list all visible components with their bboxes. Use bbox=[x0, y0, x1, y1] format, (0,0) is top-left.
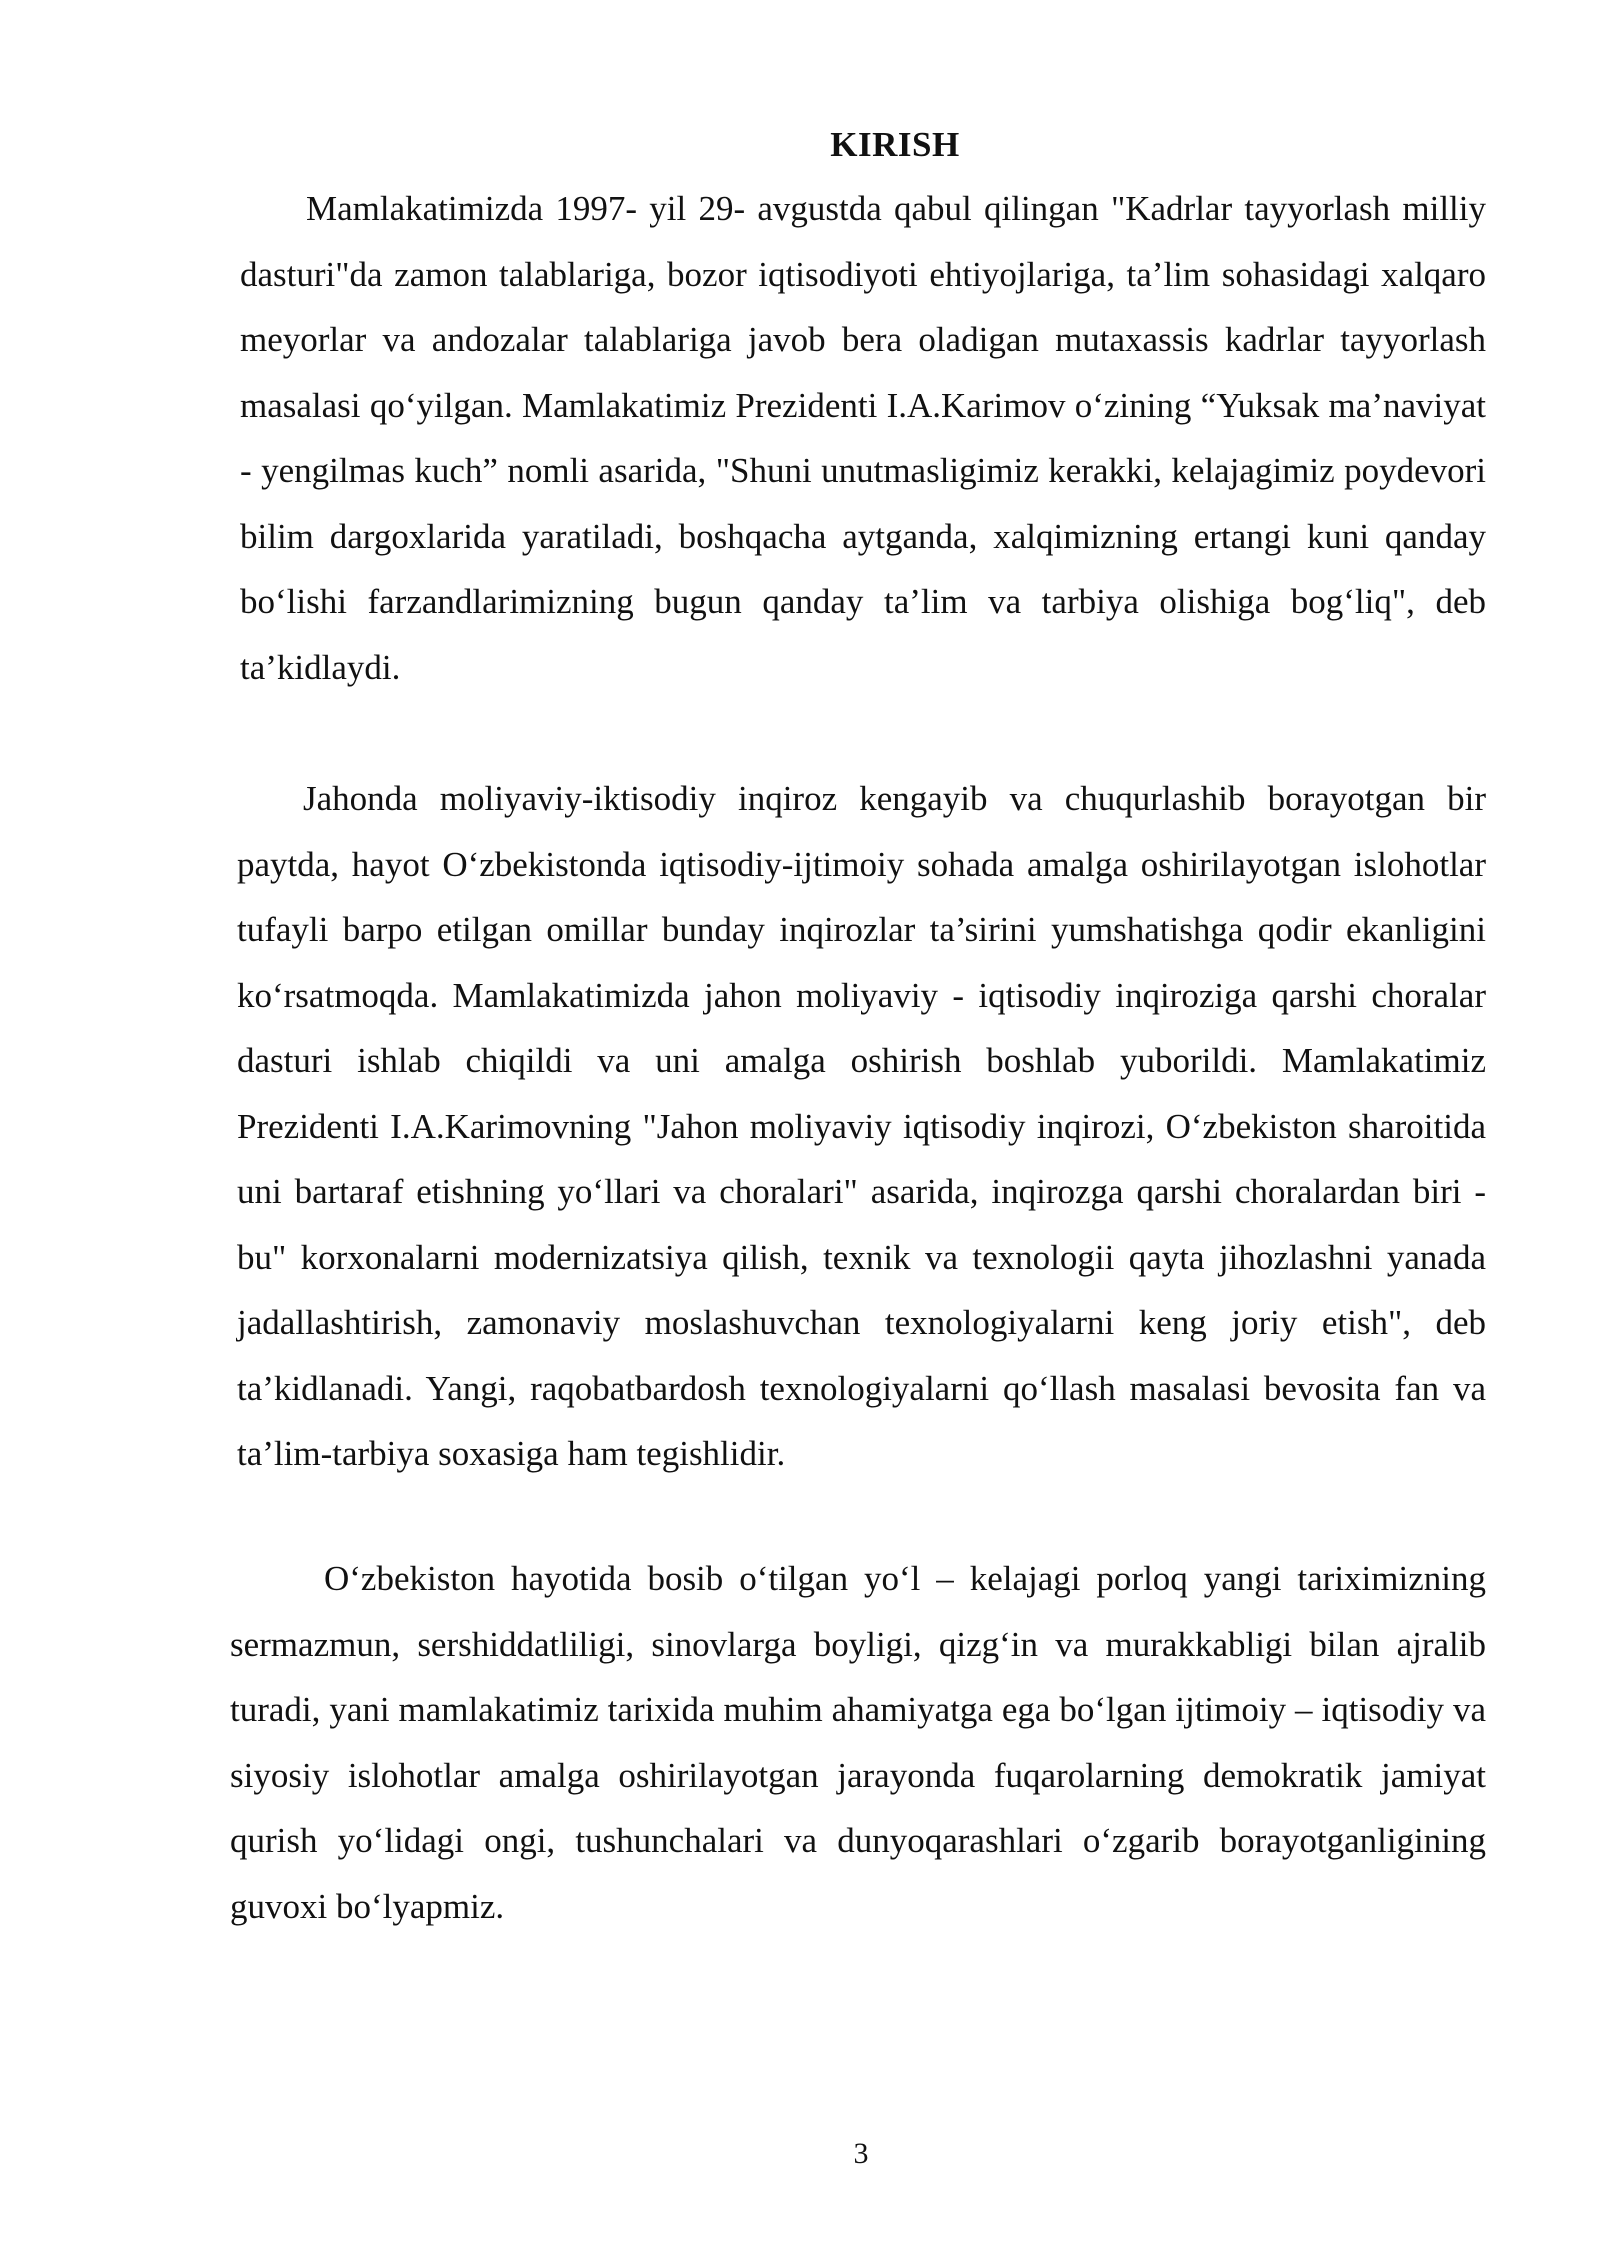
paragraph-3: O‘zbekiston hayotida bosib o‘tilgan yo‘l – kelajagi porloq yangi tariximizning sermazmun, sershiddatliligi, sinovlarga boyligi, qizg‘in va murakkabligi bilan ajralib turadi, yani mamlakatimiz tarixida muhim ahamiyatga ega bo‘lgan ijtimoiy – iqtisodiy va siyosiy islohotlar amalga oshirilayotgan jarayonda fuqarolarning demokratik jamiyat qurish yo‘lidagi ongi, tushunchalari va dunyoqarashlari o‘zgarib borayotganligining guvoxi bo‘lyapmiz. bbox=[230, 1559, 1486, 1926]
page-number: 3 bbox=[853, 2137, 869, 2170]
paragraph-1: Mamlakatimizda 1997- yil 29- avgustda qabul qilingan "Kadrlar tayyorlash milliy dasturi"da zamon talablariga, bozor iqtisodiyoti ehtiyojlariga, ta’lim sohasidagi xalqaro meyorlar va andozalar talablariga javob bera oladigan mutaxassis kadrlar tayyorlash masalasi qo‘yilgan. Mamlakatimiz Prezidenti I.A.Karimov o‘zining “Yuksak ma’naviyat - yengilmas kuch” nomli asarida, "Shuni unutmasligimiz kerakki, kelajagimiz poydevori bilim dargoxlarida yaratiladi, boshqacha aytganda, xalqimizning ertangi kuni qanday bo‘lishi farzandlarimizning bugun qanday ta’lim va tarbiya olishiga bog‘liq", deb ta’kidlaydi. bbox=[240, 189, 1486, 687]
section-title: KIRISH bbox=[830, 125, 960, 164]
paragraph-2: Jahonda moliyaviy-iktisodiy inqiroz kengayib va chuqurlashib borayotgan bir paytda, hayot O‘zbekistonda iqtisodiy-ijtimoiy sohada amalga oshirilayotgan islohotlar tufayli barpo etilgan omillar bunday inqirozlar ta’sirini yumshatishga qodir ekanligini ko‘rsatmoqda. Mamlakatimizda jahon moliyaviy - iqtisodiy inqiroziga qarshi choralar dasturi ishlab chiqildi va uni amalga oshirish boshlab yuborildi. Mamlakatimiz Prezidenti I.A.Karimovning "Jahon moliyaviy iqtisodiy inqirozi, O‘zbekiston sharoitida uni bartaraf etishning yo‘llari va choralari" asarida, inqirozga qarshi choralardan biri - bu" korxonalarni modernizatsiya qilish, texnik va texnologii qayta jihozlashni yanada jadallashtirish, zamonaviy moslashuvchan texnologiyalarni keng joriy etish", deb ta’kidlanadi. Yangi, raqobatbardosh texnologiyalarni qo‘llash masalasi bevosita fan va ta’lim-tarbiya soxasiga ham tegishlidir. bbox=[237, 779, 1486, 1473]
